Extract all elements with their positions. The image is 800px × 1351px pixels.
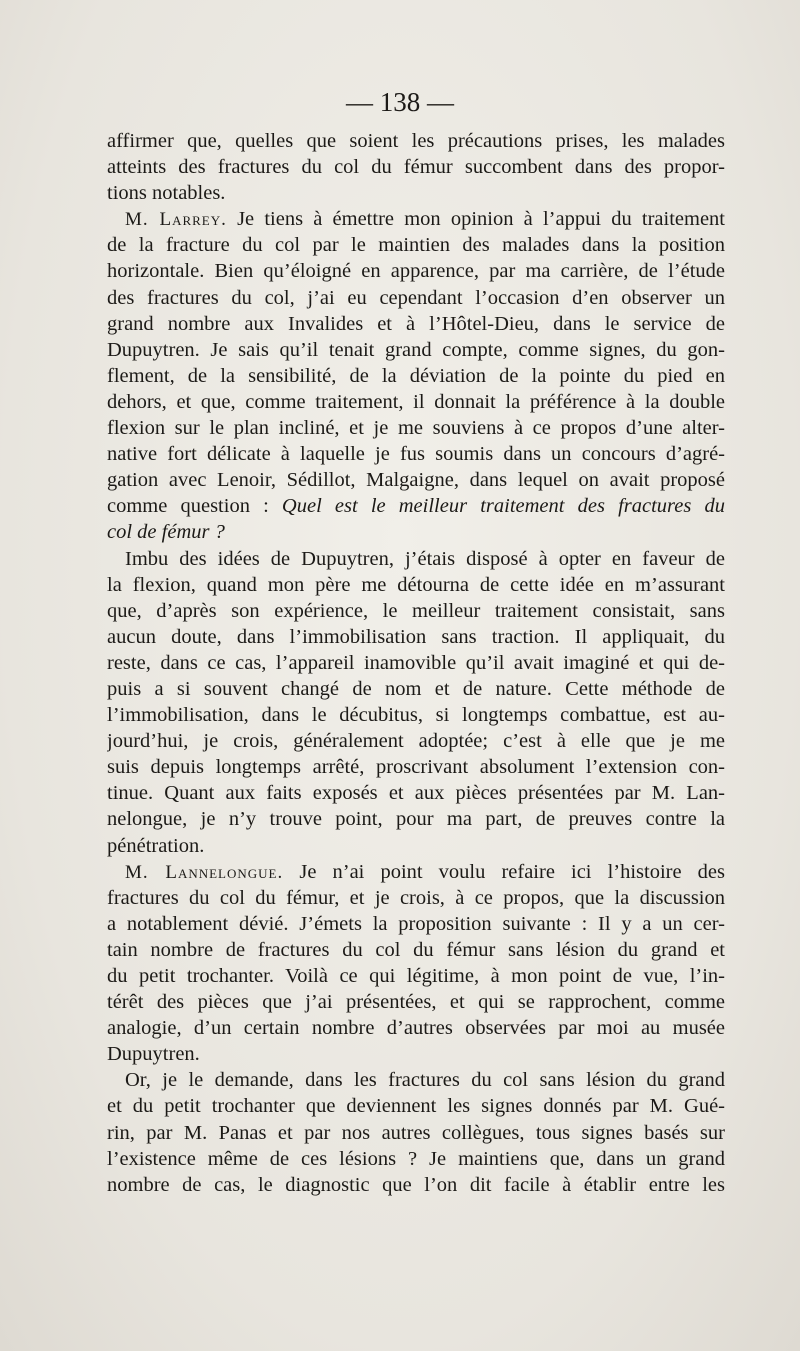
text-line: dehors, et que, comme traitement, il donnait la préférence à la double [107, 390, 725, 413]
text-line: pénétration. [107, 834, 205, 857]
text-line: puis a si souvent changé de nom et de nature. Cette méthode de [107, 677, 725, 700]
text-line: tain nombre de fractures du col du fémur sans lésion du grand et [107, 938, 725, 961]
text-line: suis depuis longtemps arrêté, proscrivant absolument l’extension con- [107, 756, 725, 779]
text-line: Dupuytren. Je sais qu’il tenait grand compte, comme signes, du gon- [107, 338, 725, 361]
text-line: rin, par M. Panas et par nos autres collègues, tous signes basés sur [107, 1121, 725, 1144]
text-line: affirmer que, quelles que soient les précautions prises, les malades [107, 130, 725, 152]
text-line: gation avec Lenoir, Sédillot, Malgaigne, dans lequel on avait proposé [107, 469, 725, 492]
text-line: horizontale. Bien qu’éloigné en apparence, par ma carrière, de l’étude [107, 260, 725, 283]
text-line: Je n’ai point voulu refaire ici l’histoire des [299, 860, 725, 883]
text-line: Dupuytren. [107, 1043, 200, 1066]
text-line: atteints des fractures du col du fémur succombent dans des propor- [107, 156, 725, 179]
text-line-with-italic [107, 493, 725, 519]
text-line: l’existence même de ces lésions ? Je maintiens que, dans un grand [107, 1147, 725, 1170]
text-line: col de fémur ? [107, 521, 225, 544]
text-line: aucun doute, dans l’immobilisation sans traction. Il appliquait, du [107, 625, 725, 648]
text-line: jourd’hui, je crois, généralement adoptée; c’est à elle que je me [107, 730, 725, 753]
text-line: flexion sur le plan incliné, et je me souviens à ce propos d’une alter- [107, 417, 725, 440]
paragraph-larrey [107, 206, 725, 232]
speaker-name: M. Lannelongue. [125, 861, 284, 883]
italic-question: Quel est le meilleur traitement des fractures du [281, 495, 725, 518]
text-line: tions notables. [107, 182, 226, 205]
text-line: nelongue, je n’y trouve point, pour ma part, de preuves contre la [107, 808, 725, 831]
page-number: — 138 — [346, 87, 454, 117]
text-line: térêt des pièces que j’ai présentées, et qui se rapprochent, comme [107, 991, 725, 1014]
text-segment: comme question : [107, 495, 269, 518]
paragraph-lannelongue [107, 859, 725, 885]
text-line: nombre de cas, le diagnostic que l’on dit facile à établir entre les [107, 1173, 725, 1196]
text-line: que, d’après son expérience, le meilleur traitement consistait, sans [107, 599, 725, 622]
text-line: Je tiens à émettre mon opinion à l’appui du traitement [237, 208, 725, 231]
text-line: tinue. Quant aux faits exposés et aux pièces présentées par M. Lan- [107, 782, 725, 805]
text-line: native fort délicate à laquelle je fus soumis dans un concours d’agré- [107, 443, 725, 466]
text-line: du petit trochanter. Voilà ce qui légitime, à mon point de vue, l’in- [107, 965, 725, 987]
body-text [107, 128, 725, 1198]
text-line: de la fracture du col par le maintien des malades dans la position [107, 234, 725, 257]
text-line: Imbu des idées de Dupuytren, j’étais disposé à opter en faveur de [125, 547, 725, 570]
text-line: des fractures du col, j’ai eu cependant l’occasion d’en observer un [107, 286, 725, 309]
text-line: flement, de la sensibilité, de la déviation de la pointe du pied en [107, 364, 725, 387]
text-line: l’immobilisation, dans le décubitus, si longtemps combattue, est au- [107, 704, 725, 727]
speaker-name: M. Larrey. [125, 209, 227, 231]
text-line: grand nombre aux Invalides et à l’Hôtel-Dieu, dans le service de [107, 312, 725, 335]
text-line: a notablement dévié. J’émets la proposition suivante : Il y a un cer- [107, 912, 725, 935]
text-line: Or, je le demande, dans les fractures du col sans lésion du grand [125, 1069, 725, 1092]
text-line: fractures du col du fémur, et je crois, à ce propos, que la discussion [107, 886, 725, 909]
text-line: la flexion, quand mon père me détourna de cette idée en m’assurant [107, 573, 725, 596]
text-line: analogie, d’un certain nombre d’autres observées par moi au musée [107, 1017, 725, 1040]
text-line: et du petit trochanter que deviennent les signes donnés par M. Gué- [107, 1095, 725, 1118]
text-line: reste, dans ce cas, l’appareil inamovible qu’il avait imaginé et qui de- [107, 651, 725, 674]
